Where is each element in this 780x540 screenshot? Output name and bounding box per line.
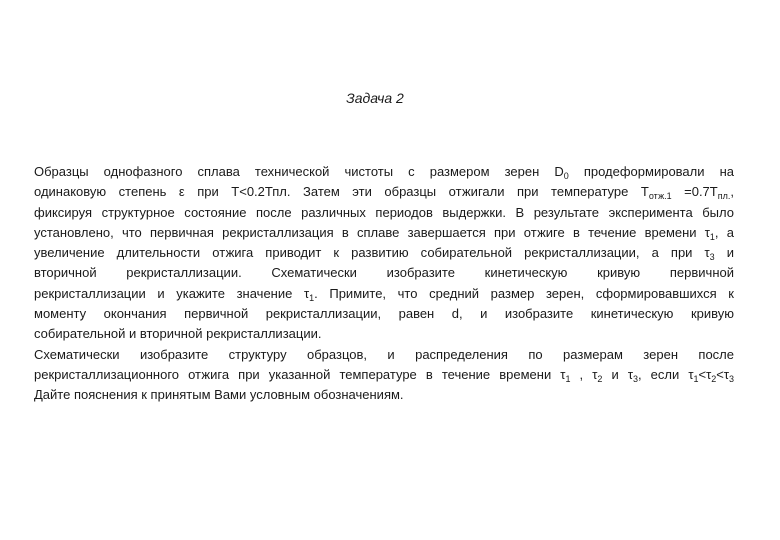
text-line xyxy=(34,243,734,263)
text-run: установлено, что первичная рекристаллизация в сплаве завершается при отжиге в течение времени τ xyxy=(34,224,710,240)
text-line xyxy=(34,263,734,283)
text-line xyxy=(34,182,734,202)
text-line xyxy=(34,385,734,405)
subscript: 3 xyxy=(709,252,715,263)
text-run: =0.7Т xyxy=(671,184,718,200)
text-run: Схематически изобразите структуру образцов, и распределения по размерам зерен после xyxy=(34,346,734,362)
text-run: и xyxy=(714,245,735,261)
text-line xyxy=(34,365,734,385)
subscript: 2 xyxy=(711,373,717,384)
text-line xyxy=(34,203,734,223)
text-run: продеформировали на xyxy=(568,164,734,179)
subscript: 3 xyxy=(632,373,638,384)
text-run: , xyxy=(730,184,734,200)
text-run: , если τ xyxy=(637,366,694,382)
subscript: 1 xyxy=(309,292,315,303)
text-run: <τ xyxy=(716,366,729,382)
subscript: 1 xyxy=(693,373,699,384)
text-run: Образцы однофазного сплава технической чистоты с размером зерен D xyxy=(34,164,564,179)
text-run: одинаковую степень ε при T<0.2Тпл. Затем эти образцы отжигали при температуре Т xyxy=(34,184,649,200)
text-run: рекристаллизации и укажите значение τ xyxy=(34,285,310,301)
subscript: отж.1 xyxy=(648,191,672,202)
subscript: 1 xyxy=(709,231,715,242)
text-run: фиксируя структурное состояние после различных периодов выдержки. В результате эксперимента было xyxy=(34,204,734,220)
text-run: , τ xyxy=(570,366,598,382)
text-line xyxy=(34,162,734,182)
text-run: рекристаллизационного отжига при указанной температуре в течение времени τ xyxy=(34,366,566,382)
subscript: 1 xyxy=(565,373,571,384)
task-body xyxy=(34,162,734,406)
text-line xyxy=(34,304,734,324)
subscript: пл. xyxy=(717,191,731,202)
text-run: моменту окончания первичной рекристаллизации, равен d, и изобразите кинетическую кривую xyxy=(34,306,734,322)
text-run: собирательной и вторичной рекристаллизации. xyxy=(34,326,322,342)
text-line xyxy=(34,324,734,344)
text-run: Дайте пояснения к принятым Вами условным обозначениям. xyxy=(34,387,404,403)
subscript: 0 xyxy=(563,171,569,181)
text-run: . Примите, что средний размер зерен, сформировавшихся к xyxy=(314,285,734,301)
text-run: <τ xyxy=(698,366,712,382)
subscript: 2 xyxy=(597,373,603,384)
text-line xyxy=(34,345,734,365)
text-run: и τ xyxy=(602,366,633,382)
text-run: , а xyxy=(714,224,734,240)
text-line xyxy=(34,223,734,243)
text-run: увеличение длительности отжига приводит к развитию собирательной рекристаллизации, а при τ xyxy=(34,245,710,261)
text-line xyxy=(34,284,734,304)
subscript: 3 xyxy=(728,373,734,384)
task-title: Задача 2 xyxy=(346,90,404,106)
text-run: вторичной рекристаллизации. Схематически изобразите кинетическую кривую первичной xyxy=(34,265,734,281)
